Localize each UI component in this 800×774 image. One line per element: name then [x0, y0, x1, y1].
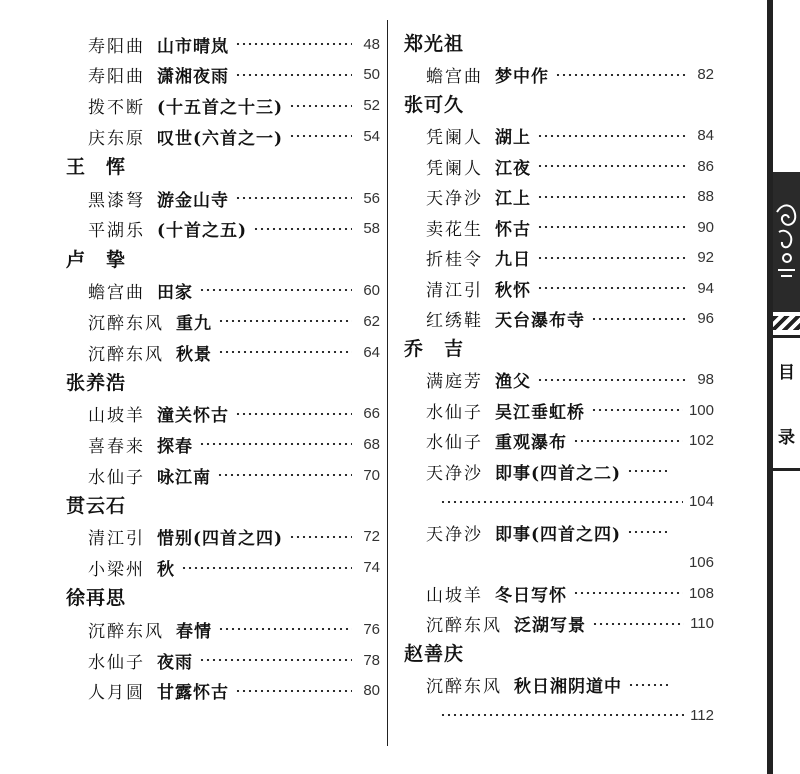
- toc-entry-link[interactable]: [88, 214, 380, 244]
- page-number: 94: [697, 279, 714, 297]
- poem-title: 叹世(六首之一): [157, 128, 284, 149]
- tune-name: 山坡羊: [426, 585, 483, 606]
- page-number: 96: [697, 310, 714, 327]
- poem-title: 吴江垂虹桥: [495, 402, 585, 423]
- page-number: 78: [363, 651, 380, 669]
- page-number: 86: [697, 157, 714, 175]
- leader-dots: [199, 289, 352, 291]
- poem-title: 天台瀑布寺: [495, 311, 585, 331]
- poem-title: (十首之五): [157, 221, 248, 242]
- toc-entry: [58, 522, 380, 552]
- tune-name: 天净沙: [426, 189, 483, 209]
- toc-entry-link[interactable]: [426, 670, 714, 700]
- tune-name: 水仙子: [88, 652, 145, 673]
- leader-dots: [253, 228, 352, 230]
- toc-entry: [396, 212, 714, 242]
- leader-dots: [440, 714, 684, 716]
- poem-title: (十五首之十三): [157, 98, 284, 119]
- page-number: 76: [363, 620, 380, 638]
- toc-entry-link[interactable]: [426, 243, 714, 273]
- toc-entry-continuation: [396, 487, 714, 517]
- tune-name: 卖花生: [426, 219, 483, 240]
- leader-dots: [235, 413, 352, 415]
- toc-entry: [58, 553, 380, 583]
- toc-entry-link[interactable]: [426, 151, 714, 181]
- leader-dots: [537, 196, 686, 198]
- page-number: 54: [363, 127, 380, 145]
- toc-entry: [58, 337, 380, 367]
- leader-dots: [289, 135, 352, 137]
- leader-dots: [199, 443, 352, 445]
- poem-title: 秋景: [176, 344, 212, 365]
- leader-dots: [440, 501, 683, 503]
- author-heading: [58, 583, 380, 613]
- leader-dots: [573, 592, 683, 594]
- author-name: 张可久: [404, 94, 465, 116]
- tune-name: 平湖乐: [88, 221, 145, 242]
- leader-dots: [573, 440, 683, 442]
- page-number: 50: [363, 66, 380, 84]
- tune-name: 天净沙: [426, 524, 483, 545]
- poem-title: 游金山寺: [157, 190, 229, 211]
- leader-dots: [235, 74, 352, 76]
- author-name: 张养浩: [66, 371, 127, 394]
- page-number: 90: [697, 218, 714, 236]
- page-number: 100: [688, 401, 714, 419]
- leader-dots: [592, 623, 684, 625]
- tune-name: 小梁州: [88, 560, 145, 581]
- poem-title: 九日: [495, 250, 531, 270]
- leader-dots: [591, 409, 683, 411]
- tune-name: 寿阳曲: [88, 67, 145, 88]
- toc-entry-link[interactable]: [88, 183, 380, 213]
- toc-entry-link[interactable]: [426, 60, 714, 90]
- tune-name: 凭阑人: [426, 158, 483, 179]
- page-number: 104: [688, 493, 714, 510]
- tune-name: 水仙子: [426, 402, 483, 423]
- poem-title: 冬日写怀: [495, 585, 567, 606]
- page-number: 88: [697, 188, 714, 205]
- toc-entry-link[interactable]: [426, 609, 714, 639]
- author-heading: [396, 334, 714, 364]
- page-number: 92: [697, 249, 714, 266]
- tune-name: 折桂令: [426, 250, 483, 270]
- toc-entry: [396, 426, 714, 456]
- page-number: 70: [363, 466, 380, 484]
- toc-entry-link[interactable]: [88, 91, 380, 121]
- author-name: 贯云石: [66, 495, 127, 517]
- poem-title: 咏江南: [157, 467, 211, 488]
- continuation-line[interactable]: [434, 548, 714, 578]
- toc-entry: [396, 182, 714, 212]
- side-tab-char-1: 目: [778, 363, 795, 383]
- toc-entry-link[interactable]: [426, 365, 714, 395]
- poem-title: 潼关怀古: [157, 406, 229, 427]
- toc-entry: [396, 578, 714, 608]
- poem-title: 探春: [157, 436, 193, 457]
- tune-name: 沉醉东风: [88, 621, 164, 642]
- leader-dots: [537, 226, 686, 228]
- toc-entry: [58, 676, 380, 706]
- tune-name: 拨不断: [88, 98, 145, 119]
- toc-entry-link[interactable]: [88, 275, 380, 305]
- poem-title: 即事(四首之四): [495, 524, 622, 545]
- toc-entry-link[interactable]: [88, 522, 380, 552]
- toc-entry: [58, 214, 380, 244]
- page-number: 64: [363, 343, 380, 361]
- leader-dots: [235, 43, 352, 45]
- author-name: 郑光祖: [404, 33, 465, 55]
- toc-entry-link[interactable]: [88, 460, 380, 490]
- toc-entry: [396, 151, 714, 181]
- page-number: 98: [697, 371, 714, 388]
- toc-entry-link[interactable]: [88, 337, 380, 367]
- poem-title: 重观瀑布: [495, 433, 567, 453]
- leader-dots: [537, 165, 686, 167]
- tune-name: 沉醉东风: [426, 677, 502, 697]
- poem-title: 泛湖写景: [514, 616, 586, 636]
- author-name: 赵善庆: [404, 643, 465, 665]
- tune-name: 山坡羊: [88, 406, 145, 427]
- toc-entry-link[interactable]: [88, 29, 380, 59]
- toc-entry-link[interactable]: [88, 553, 380, 583]
- toc-entry-link[interactable]: [426, 578, 714, 608]
- page-number: 60: [363, 281, 380, 299]
- leader-dots: [218, 628, 352, 630]
- leader-dots: [289, 105, 352, 107]
- tune-name: 黑漆弩: [88, 190, 145, 211]
- leader-dots: [199, 659, 352, 661]
- page-number: 72: [363, 528, 380, 546]
- leader-dots: [218, 320, 352, 322]
- leader-dots: [181, 567, 352, 569]
- leader-dots: [537, 257, 686, 259]
- toc-entry: [58, 429, 380, 459]
- page-number: 66: [363, 405, 380, 423]
- toc-entry-link[interactable]: [88, 676, 380, 706]
- toc-entry-continuation: [396, 548, 714, 578]
- poem-title: 潇湘夜雨: [157, 67, 229, 88]
- leader-dots: [218, 351, 352, 353]
- toc-entry: [58, 183, 380, 213]
- page-number: 110: [690, 615, 714, 632]
- poem-title: 即事(四首之二): [495, 463, 622, 484]
- toc-entry-link[interactable]: [88, 645, 380, 675]
- toc-entry-link[interactable]: [426, 395, 714, 425]
- tune-name: 清江引: [88, 529, 145, 550]
- toc-entry: [58, 460, 380, 490]
- toc-entry-link[interactable]: [426, 304, 714, 334]
- page-number: 68: [363, 435, 380, 453]
- poem-title: 惜别(四首之四): [157, 529, 284, 550]
- toc-entry: [396, 395, 714, 425]
- toc-entry: [396, 273, 714, 303]
- tune-name: 红绣鞋: [426, 311, 483, 331]
- poem-title: 甘露怀古: [157, 683, 229, 704]
- author-heading: [396, 29, 714, 59]
- toc-entry: [396, 121, 714, 151]
- poem-title: 江夜: [495, 158, 531, 179]
- toc-entry-link[interactable]: [426, 517, 714, 547]
- toc-entry: [58, 29, 380, 59]
- author-heading: [58, 152, 380, 182]
- author-name: 徐再思: [66, 587, 127, 610]
- leader-dots: [537, 287, 686, 289]
- poem-title: 重九: [176, 313, 212, 334]
- poem-title: 梦中作: [495, 67, 549, 87]
- poem-title: 夜雨: [157, 652, 193, 673]
- toc-entry-link[interactable]: [88, 399, 380, 429]
- toc-entry-link[interactable]: [426, 121, 714, 151]
- poem-title: 山市晴岚: [157, 36, 229, 57]
- author-heading: [396, 639, 714, 669]
- poem-title: 怀古: [495, 219, 531, 240]
- page-number: 56: [363, 189, 380, 207]
- page-number: 52: [363, 97, 380, 115]
- page-number: 84: [697, 127, 714, 144]
- poem-title: 秋怀: [495, 280, 531, 301]
- author-heading: [396, 90, 714, 120]
- tune-name: 凭阑人: [426, 128, 483, 148]
- tune-name: 水仙子: [88, 467, 145, 488]
- author-name: 乔 吉: [404, 338, 465, 360]
- page-number: 80: [363, 682, 380, 700]
- side-ornament-panel: [773, 172, 800, 312]
- tune-name: 清江引: [426, 280, 483, 301]
- author-heading: [58, 245, 380, 275]
- toc-entry: [58, 306, 380, 336]
- toc-entry: [396, 517, 714, 547]
- side-stripe-decoration: [773, 316, 800, 330]
- leader-dots: [537, 135, 686, 137]
- tune-name: 沉醉东风: [426, 616, 502, 636]
- toc-entry-link[interactable]: [88, 121, 380, 151]
- toc-entry: [396, 365, 714, 395]
- page-number: 48: [363, 35, 380, 53]
- toc-entry: [58, 275, 380, 305]
- toc-entry: [58, 121, 380, 151]
- continuation-line[interactable]: [434, 487, 714, 517]
- side-tab-contents: [773, 335, 800, 471]
- page-number: 108: [688, 584, 714, 602]
- toc-entry-continuation: [396, 700, 714, 730]
- column-divider: [387, 20, 388, 746]
- poem-title: 渔父: [495, 372, 531, 392]
- leader-dots: [627, 470, 667, 472]
- tune-name: 寿阳曲: [88, 36, 145, 57]
- toc-entry: [396, 609, 714, 639]
- continuation-line[interactable]: [434, 700, 714, 730]
- leader-dots: [289, 536, 352, 538]
- author-name: 王 恽: [66, 156, 127, 179]
- tune-name: 庆东原: [88, 128, 145, 149]
- toc-entry: [58, 91, 380, 121]
- page-number: 106: [688, 554, 714, 571]
- tune-name: 水仙子: [426, 433, 483, 453]
- poem-title: 秋: [157, 560, 175, 581]
- page-number: 82: [697, 66, 714, 83]
- toc-entry: [58, 645, 380, 675]
- toc-entry-link[interactable]: [426, 273, 714, 303]
- author-name: 卢 挚: [66, 248, 127, 271]
- poem-title: 田家: [157, 282, 193, 303]
- page-number: 58: [363, 220, 380, 238]
- toc-entry: [58, 614, 380, 644]
- toc-entry: [58, 60, 380, 90]
- page-number: 74: [363, 559, 380, 577]
- toc-entry: [396, 60, 714, 90]
- toc-entry-link[interactable]: [426, 182, 714, 212]
- tune-name: 喜春来: [88, 436, 145, 457]
- toc-entry-link[interactable]: [88, 429, 380, 459]
- tune-name: 蟾宫曲: [88, 282, 145, 303]
- tune-name: 天净沙: [426, 463, 483, 484]
- toc-entry-link[interactable]: [88, 306, 380, 336]
- leader-dots: [627, 531, 667, 533]
- page-number: 102: [688, 432, 714, 449]
- tune-name: 满庭芳: [426, 372, 483, 392]
- poem-title: 春情: [176, 621, 212, 642]
- toc-entry: [396, 304, 714, 334]
- leader-dots: [235, 197, 352, 199]
- leader-dots: [555, 74, 686, 76]
- toc-entry-link[interactable]: [426, 426, 714, 456]
- side-tab-char-2: 录: [778, 428, 795, 448]
- leader-dots: [591, 318, 686, 320]
- toc-entry: [58, 399, 380, 429]
- toc-entry-link[interactable]: [88, 614, 380, 644]
- toc-entry-link[interactable]: [426, 456, 714, 486]
- toc-entry-link[interactable]: [88, 60, 380, 90]
- leader-dots: [628, 684, 668, 686]
- page-number: 112: [690, 706, 714, 724]
- page-number: 62: [363, 312, 380, 330]
- tune-name: 蟾宫曲: [426, 67, 483, 87]
- toc-entry: [396, 670, 714, 700]
- leader-dots: [537, 379, 686, 381]
- poem-title: 江上: [495, 189, 531, 209]
- leader-dots: [217, 474, 352, 476]
- dragon-ornament-icon: [773, 172, 800, 312]
- author-heading: [58, 368, 380, 398]
- poem-title: 秋日湘阴道中: [514, 677, 622, 697]
- toc-entry: [396, 456, 714, 486]
- toc-entry: [396, 243, 714, 273]
- toc-entry-link[interactable]: [426, 212, 714, 242]
- poem-title: 湖上: [495, 128, 531, 148]
- tune-name: 沉醉东风: [88, 313, 164, 334]
- tune-name: 沉醉东风: [88, 344, 164, 365]
- tune-name: 人月圆: [88, 683, 145, 704]
- author-heading: [58, 491, 380, 521]
- leader-dots: [235, 690, 352, 692]
